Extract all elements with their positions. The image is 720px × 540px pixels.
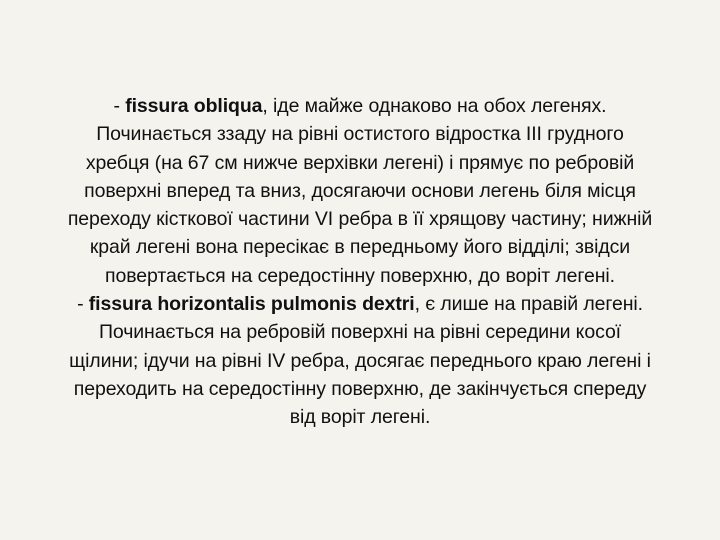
term-fissura-horizontalis: fissura horizontalis pulmonis dextri: [88, 293, 415, 316]
paragraph-text: , є лише на правій легені. Починається на ребровій поверхні на рівні середини косої щілини; ідучи на рівні IV ребра, досягає переднього краю легені і переходить на середостінну поверхню, де закінчується спереду від воріт легені.: [69, 293, 651, 429]
text-block: [62, 92, 658, 432]
paragraph-fissura-horizontalis: [62, 290, 658, 431]
paragraph-prefix: -: [77, 293, 89, 316]
term-fissura-obliqua: fissura obliqua: [125, 95, 263, 117]
paragraph-fissura-obliqua: [62, 92, 658, 290]
paragraph-text: , іде майже однаково на обох легенях. Починається ззаду на рівні остистого відростка III грудного хребця (на 67 см нижче верхівки легені) і прямує по ребровій поверхні вперед та вниз, досягаючи основи легень біля місця переходу кісткової частини VI ребра в її хрящову частину; нижній край легені вона пересікає в передньому його відділі; звідси повертається на середостінну поверхню, до воріт легені.: [67, 95, 653, 287]
paragraph-prefix: -: [113, 95, 126, 117]
